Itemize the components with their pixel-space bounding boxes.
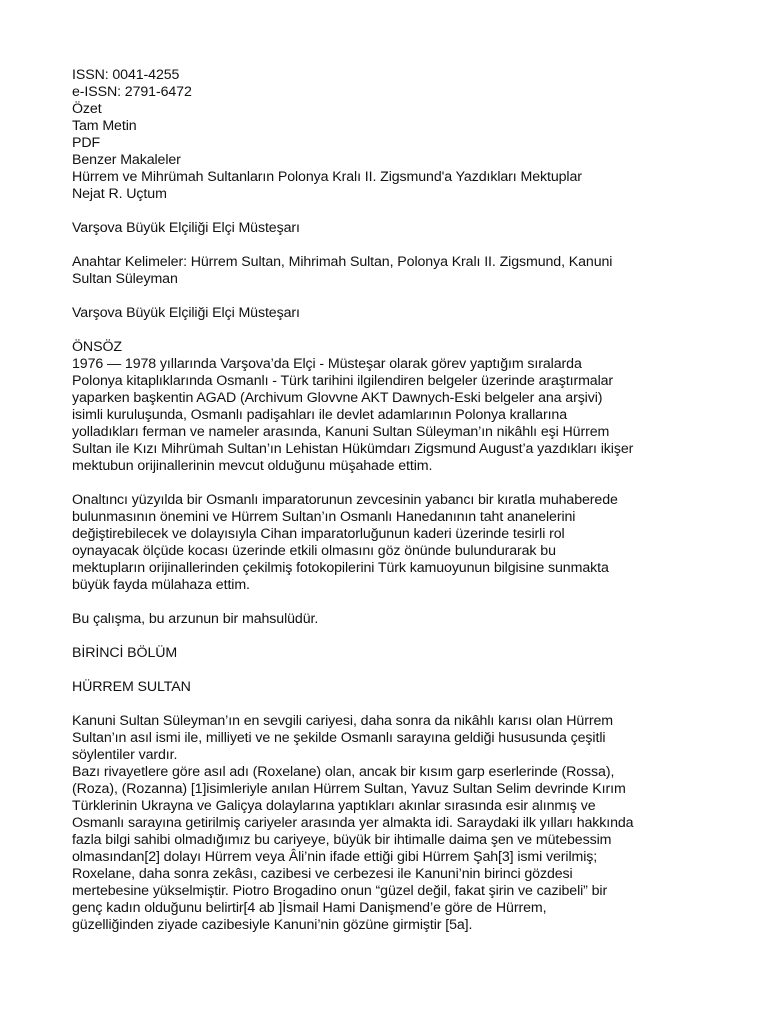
text-line: mektubun orijinallerinin mevcut olduğunu müşahade ettim. (72, 458, 433, 474)
chapter-paragraph (72, 713, 698, 934)
issn: ISSN: 0041-4255 (72, 67, 180, 83)
text-line: Roxelane, daha sonra zekâsı, cazibesi ve cerbezesi ile Kanuni’nin birinci gözdesi (72, 866, 573, 882)
author-affiliation: Varşova Büyük Elçiliği Elçi Müsteşarı (72, 220, 300, 236)
text-line: söylentiler vardır. (72, 747, 178, 763)
text-line: oynayacak ölçüde kocası üzerinde etkili olmasını göz önünde bulundurarak bu (72, 543, 556, 559)
text-line: Sultan ile Kızı Mihrümah Sultan’ın Lehistan Hükümdarı Zigsmund August’a yazdıkları ikişer (72, 441, 634, 457)
text-line: yolladıkları ferman ve nameler arasında, Kanuni Sultan Süleyman’ın nikâhlı eşi Hürrem (72, 424, 610, 440)
text-line: (Roza), (Rozanna) [1]isimleriyle anılan Hürrem Sultan, Yavuz Sultan Selim devrinde Kırım (72, 781, 626, 797)
text-line: yaparken başkentin AGAD (Archivum Glovvne AKT Dawnych-Eski belgeler ana arşivi) (72, 390, 603, 406)
author-affiliation-repeat: Varşova Büyük Elçiliği Elçi Müsteşarı (72, 305, 300, 321)
tam-metin-link[interactable]: Tam Metin (72, 118, 137, 134)
e-issn: e-ISSN: 2791-6472 (72, 84, 192, 100)
text-line: Türklerinin Ukrayna ve Galiçya dolaylarına yaptıkları akınlar sırasında esir alınmış ve (72, 798, 596, 814)
text-line: değiştirebilecek ve dolayısıyla Cihan imparatorluğunun kaderi üzerinde tesirli rol (72, 526, 565, 542)
keywords (72, 254, 698, 288)
ozet-link[interactable]: Özet (72, 101, 102, 117)
pdf-link[interactable]: PDF (72, 135, 101, 151)
text-line: güzelliğinden ziyade cazibesiyle Kanuni’nin gözüne girmiştir [5a]. (72, 917, 473, 933)
keywords-line: Anahtar Kelimeler: Hürrem Sultan, Mihrimah Sultan, Polonya Kralı II. Zigsmund, Kanuni (72, 254, 613, 270)
article-author: Nejat R. Uçtum (72, 186, 167, 202)
text-line: 1976 — 1978 yıllarında Varşova’da Elçi - Müsteşar olarak görev yaptığım sıralarda (72, 356, 582, 372)
text-line: olmasından[2] dolayı Hürrem veya Âli’nin ifade ettiği gibi Hürrem Şah[3] ismi verilmiş; (72, 849, 598, 865)
text-line: Polonya kitaplıklarında Osmanlı - Türk tarihini ilgilendiren belgeler üzerinde araştırmalar (72, 373, 614, 389)
text-line: Sultan’ın asıl ismi ile, milliyeti ve ne şekilde Osmanlı sarayına geldiği hususunda çeşitli (72, 730, 606, 746)
text-line: isimli kuruluşunda, Osmanlı padişahları ile devlet adamlarının Polonya krallarına (72, 407, 568, 423)
text-line: mertebesine yükselmiştir. Piotro Brogadino onun “güzel değil, fakat şirin ve cazibeli” bir (72, 883, 608, 899)
text-line: büyük fayda mülahaza ettim. (72, 577, 250, 593)
text-line: Kanuni Sultan Süleyman’ın en sevgili cariyesi, daha sonra da nikâhlı karısı olan Hürrem (72, 713, 613, 729)
article-title: Hürrem ve Mihrümah Sultanların Polonya Kralı II. Zigsmund'a Yazdıkları Mektuplar (72, 169, 582, 185)
keywords-line: Sultan Süleyman (72, 271, 178, 287)
text-line: bulunmasının önemini ve Hürrem Sultan’ın Osmanlı Hanedanının taht ananelerini (72, 509, 576, 525)
text-line: genç kadın olduğunu belirtir[4 ab ]İsmail Hami Danişmend’e göre de Hürrem, (72, 900, 547, 916)
text-line: Bazı rivayetlere göre asıl adı (Roxelane) olan, ancak bir kısım garp eserlerinde (Rossa), (72, 764, 615, 780)
section-heading-onsoz: ÖNSÖZ (72, 339, 122, 355)
chapter-heading: BİRİNCİ BÖLÜM (72, 645, 178, 661)
benzer-makaleler-link[interactable]: Benzer Makaleler (72, 152, 181, 168)
text-line: Onaltıncı yüzyılda bir Osmanlı imparatorunun zevcesinin yabancı bir kıratla muhaberede (72, 492, 618, 508)
chapter-subheading: HÜRREM SULTAN (72, 679, 191, 695)
onsoz-paragraph-1 (72, 356, 698, 475)
text-line: Osmanlı sarayına getirilmiş cariyeler arasında yer almakta idi. Saraydaki ilk yılları hakkında (72, 815, 634, 831)
text-line: mektupların orijinallerinden çekilmiş fotokopilerini Türk kamuoyunun bilgisine sunmakta (72, 560, 609, 576)
onsoz-paragraph-2 (72, 492, 698, 594)
onsoz-paragraph-3: Bu çalışma, bu arzunun bir mahsulüdür. (72, 611, 319, 627)
text-line: fazla bilgi sahibi olmadığımız bu cariyeye, büyük bir ihtimalle daima şen ve mütebessim (72, 832, 612, 848)
